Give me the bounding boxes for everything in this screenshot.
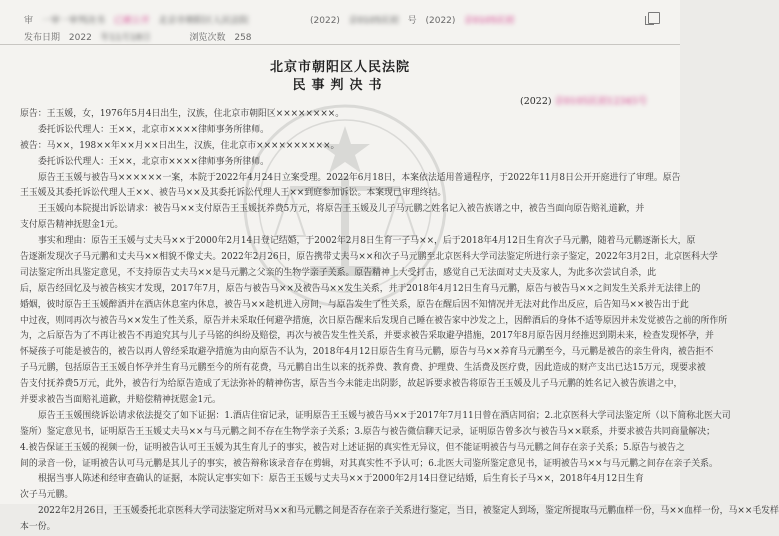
judgment-line: 被告：马××，198××年××月××日出生，汉族，住北京市××××××××××。 [20, 140, 340, 151]
publish-date-label: 发布日期 [24, 33, 61, 43]
case-suffix: 号 [407, 16, 417, 26]
judgment-line: 鉴所）鉴定意见书，证明原告王玉媛丈夫马××与马元鹏之间不存在生物学亲子关系；3.原告与被告微信聊天记录，证明原告曾多次与被告马××联系，并要求被告共同商量解决； [20, 426, 715, 437]
views-count: 258 [234, 33, 252, 43]
document-case-prefix: (2022) [520, 96, 552, 107]
court-name-blurred: 北京市朝阳区人民法院 [158, 16, 249, 26]
judgment-line: 支付原告精神抚慰金1元。 [20, 220, 124, 231]
judgment-line: 告逐渐发现次子马元鹏和丈夫马××相貌不像丈夫。2022年2月26日，原告携带丈夫马××和次子马元鹏至北京医科大学司法鉴定所进行亲子鉴定，2022年3月2日，北京医科大学 [20, 252, 718, 263]
case-number-blurred-2: 京0105民初 [464, 16, 515, 26]
court-title: 北京市朝阳区人民法院 [269, 60, 410, 75]
meta-row-top [24, 13, 255, 26]
judgment-line: 原告王玉媛与被告马××××××一案，本院于2022年4月24日立案受理。2022年6月18日，本案依法适用普通程序，于2022年11月8日公开开庭进行了审理。原告 [38, 172, 681, 183]
judgment-line: 4.被告保证王玉媛的视频一份，证明被告认可王玉媛为其生育儿子的事实，被告对上述证据的真实性无异议，但不能证明被告与马元鹏之间存在亲子关系；5.原告与被告之 [20, 442, 685, 453]
judgment-line: 原告王玉媛围绕诉讼请求依法提交了如下证据：1.酒店住宿记录，证明原告王玉媛与被告马××于2017年7月11日曾在酒店同宿；2.北京医科大学司法鉴定所（以下简称北医大司 [38, 410, 731, 421]
judgment-line: 司法鉴定所出具鉴定意见，不支持原告丈夫马××是马元鹏之父亲的生物学亲子关系。原告精神上大受打击，感觉自己无法面对丈夫及家人，为此多次尝试自杀，此 [20, 267, 657, 278]
publish-date-blurred: 年11月18日 [100, 33, 151, 43]
judgment-line: 中过夜，则同再次与被告马××发生了性关系，原告并未采取任何避孕措施，次日原告醒来后发现自己睡在被告家中沙发之上，因醉酒后的身体不适等原因并未发觉被告之前的所作所 [20, 315, 728, 326]
meta-label: 审 [24, 16, 34, 26]
meta-row-date [24, 30, 258, 43]
header-divider [0, 44, 680, 45]
judgment-line: 怀疑孩子可能是被告的，被告以再人曾经采取避孕措施为由向原告不认为，2018年4月12日原告生育马元鹏，原告与马××养育马元鹏至今，马元鹏是被告的亲生骨肉，被告拒不 [20, 347, 714, 358]
judgment-line: 王玉媛及其委托诉讼代理人王××、被告马××及其委托诉讼代理人王××到庭参加诉讼。本案现已审理终结。 [20, 188, 447, 199]
document-type: 民事判决书 [292, 78, 388, 93]
publish-date: 2022 [68, 33, 92, 43]
judgment-line: 子马元鹏，包括原告王玉媛自怀孕并生育马元鹏至今的所有花费，马元鹏自出生以来的抚养费、教育费、护理费、生活费及医疗费，因此造成的财产支出已达15万元，现要求被 [20, 363, 706, 374]
judgment-line: 为，之后原告为了不再让被告不再追究其与儿子马铭的纠纷及赔偿，再次与被告发生性关系，并要求被告采取避孕措施，2017年8月原告因月经推迟到期未来，检查发现怀孕，并 [20, 331, 714, 342]
judgment-line: 委托诉讼代理人：王××，北京市××××律师事务所律师。 [38, 156, 269, 167]
case-number-blurred: 京0105民初 [348, 16, 399, 26]
case-prefix: (2022) [310, 16, 340, 26]
judgment-line: 间的录音一份，证明被告认可马元鹏是其儿子的事实，被告辩称该录音存在剪辑，对其真实性不予认可；6.北医大司鉴所鉴定意见书，证明被告马××与马元鹏之间存在亲子关系。 [20, 458, 718, 469]
judgment-line: 次子马元鹏。 [20, 490, 74, 501]
judgment-line: 本一份。 [20, 522, 56, 533]
judgment-line: 委托诉讼代理人：王××，北京市××××律师事务所律师。 [38, 124, 269, 135]
status-tag: 已被公开 [113, 16, 150, 26]
judgment-line: 后，原告经回忆及与被告核实才发现，2017年7月，原告与被告马××及被告马××发生关系，并于2018年4月12日生育马元鹏，原告与被告马××之间发生关系并无法律上的 [20, 283, 701, 294]
document-case-number-blurred: 京0105民初12345号 [554, 96, 648, 107]
case-prefix-2: (2022) [425, 16, 456, 26]
judgment-body [20, 107, 779, 536]
judgment-line: 并要求被告当面赔礼道歉，并赔偿精神抚慰金1元。 [20, 395, 221, 406]
judgment-line: 事实和理由：原告王玉媛与丈夫马××于2000年2月14日登记结婚，于2002年2月8日生育一子马××，后于2018年4月12日生育次子马元鹏，随着马元鹏逐渐长大，原 [38, 236, 696, 247]
views-label: 浏览次数 [189, 33, 226, 43]
copy-icon[interactable] [648, 12, 660, 24]
judgment-line: 原告：王玉媛，女，1976年5月4日出生，汉族，住北京市朝阳区××××××××。 [20, 109, 345, 119]
meta-blurred-title: 一审一审判决书 [41, 16, 105, 26]
judgment-line: 根据当事人陈述和经审查确认的证据，本院认定事实如下：原告王玉媛与丈夫马××于2000年2月14日登记结婚，后生育长子马××，2018年4月12日生育 [38, 474, 644, 485]
judgment-line: 婚姻，彼时原告王玉媛醉酒并在酒店休息室内休息，被告马××趁机进入房间，与原告发生了性关系，原告在醒后因不知情况并无法对此作出反应，后告知马××被告出于此 [20, 299, 689, 310]
judgment-line: 王玉媛向本院提出诉讼请求：被告马××支付原告王玉媛抚养费5万元，将原告王玉媛及儿子马元鹏之姓名记入被告族谱之中，被告当面向原告赔礼道歉，并 [38, 204, 645, 215]
case-number-row [310, 13, 520, 26]
judgment-line: 2022年2月26日，王玉媛委托北京医科大学司法鉴定所对马××和马元鹏之间是否存在亲子关系进行鉴定，当日，被鉴定人到场，鉴定所提取马元鹏血样一份，马××血样一份，马××毛发样 [38, 506, 779, 517]
judgment-line: 告支付抚养费5万元，此外，被告行为给原告造成了无法弥补的精神伤害，原告当今未能走出阴影，故起诉要求被告将原告王玉媛及儿子马元鹏的姓名记入被告族谱之中， [20, 379, 683, 390]
document-case-number [520, 93, 647, 107]
